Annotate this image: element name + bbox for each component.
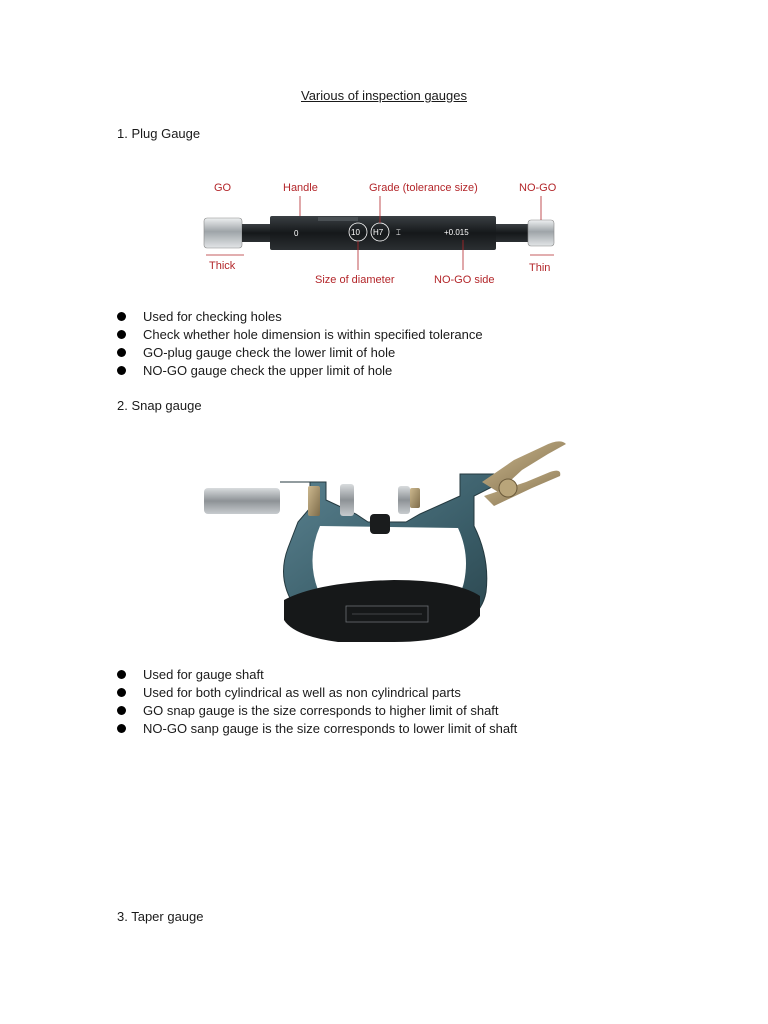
mark-grade: H7 bbox=[373, 228, 384, 237]
list-item: NO-GO gauge check the upper limit of hole bbox=[117, 362, 483, 380]
document-title: Various of inspection gauges bbox=[301, 88, 467, 103]
list-item: Used for both cylindrical as well as non cylindrical parts bbox=[117, 684, 517, 702]
label-size-of-diameter: Size of diameter bbox=[315, 274, 395, 286]
section-heading-plug-gauge: 1. Plug Gauge bbox=[117, 126, 201, 141]
mark-zero: 0 bbox=[294, 229, 299, 238]
bullet-icon bbox=[117, 688, 126, 697]
list-item: GO snap gauge is the size corresponds to higher limit of shaft bbox=[117, 702, 517, 720]
list-item: NO-GO sanp gauge is the size corresponds to lower limit of shaft bbox=[117, 720, 517, 738]
section-heading-taper-gauge: 3. Taper gauge bbox=[117, 909, 204, 924]
list-item: Used for gauge shaft bbox=[117, 666, 517, 684]
snap-gauge-figure bbox=[198, 430, 570, 645]
list-item: Used for checking holes bbox=[117, 308, 483, 326]
insulation-grip bbox=[284, 580, 480, 642]
mark-size: 10 bbox=[351, 228, 360, 237]
mark-tolerance: +0.015 bbox=[444, 228, 469, 237]
section-heading-snap-gauge: 2. Snap gauge bbox=[117, 398, 202, 413]
label-thick: Thick bbox=[209, 260, 236, 272]
spindle bbox=[204, 488, 280, 514]
bullet-icon bbox=[117, 330, 126, 339]
label-go: GO bbox=[214, 182, 232, 194]
bullet-icon bbox=[117, 724, 126, 733]
label-handle: Handle bbox=[283, 182, 318, 194]
go-anvil bbox=[308, 486, 320, 516]
bullet-icon bbox=[117, 366, 126, 375]
bullet-icon bbox=[117, 312, 126, 321]
bullet-icon bbox=[117, 706, 126, 715]
nogo-end bbox=[528, 220, 554, 246]
plug-gauge-bullets bbox=[117, 308, 483, 380]
label-grade: Grade (tolerance size) bbox=[369, 182, 478, 194]
list-item: Check whether hole dimension is within specified tolerance bbox=[117, 326, 483, 344]
bullet-icon bbox=[117, 348, 126, 357]
label-nogo-side: NO-GO side bbox=[434, 274, 495, 286]
label-nogo: NO-GO bbox=[519, 182, 557, 194]
list-item: GO-plug gauge check the lower limit of hole bbox=[117, 344, 483, 362]
plug-gauge-figure bbox=[198, 174, 564, 292]
bullet-icon bbox=[117, 670, 126, 679]
go-end bbox=[204, 218, 242, 248]
label-thin: Thin bbox=[529, 262, 551, 274]
svg-text:⌶: ⌶ bbox=[396, 228, 401, 237]
snap-gauge-bullets bbox=[117, 666, 517, 738]
